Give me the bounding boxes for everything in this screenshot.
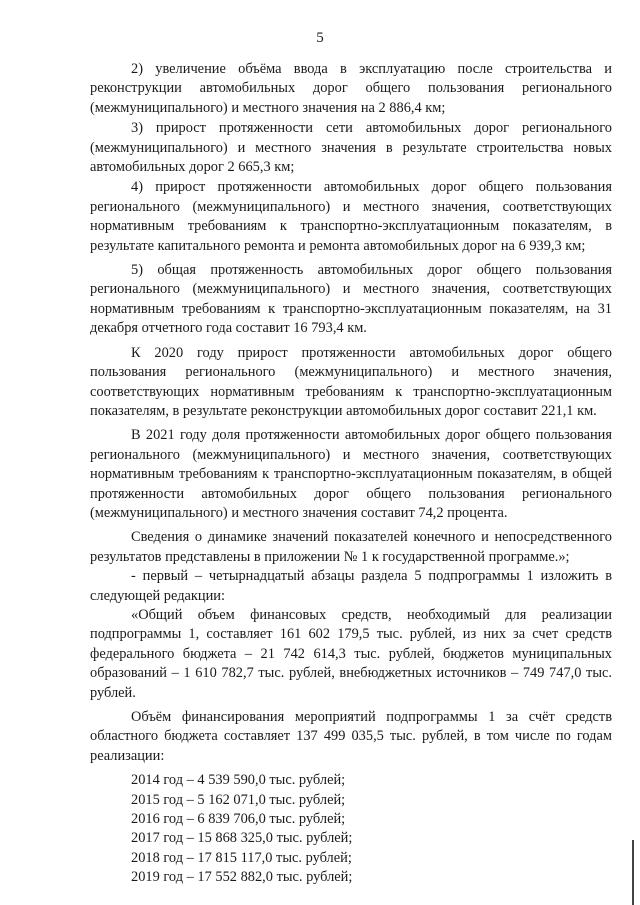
funding-year-item: 2016 год – 6 839 706,0 тыс. рублей;	[131, 811, 346, 828]
funding-year-item: 2019 год – 17 552 882,0 тыс. рублей;	[131, 869, 353, 886]
paragraph-2020: К 2020 году прирост протяженности автомобильных дорог общего пользования регионального (межмуниципального) и местного значения, соответствующих нормативным требованиям к транспортно-эксплуатационным показателям, в результате реконструкции автомобильных дорог составит 221,1 км.	[90, 344, 612, 419]
paragraph-regional-funding: Объём финансирования мероприятий подпрограммы 1 за счёт средств областного бюджета составляет 137 499 035,5 тыс. рублей, в том числе по годам реализации:	[90, 709, 612, 764]
paragraph-item-3: 3) прирост протяженности сети автомобильных дорог регионального (межмуниципального) и местного значения в результате строительства новых автомобильных дорог 2 665,3 км;	[90, 120, 612, 176]
scan-edge-mark	[632, 840, 634, 905]
funding-year-item: 2014 год – 4 539 590,0 тыс. рублей;	[131, 772, 346, 789]
funding-year-item: 2017 год – 15 868 325,0 тыс. рублей;	[131, 830, 353, 847]
paragraph-indicators: Сведения о динамике значений показателей конечного и непосредственного результатов представлены в приложении № 1 к государственной программе.»;	[90, 529, 612, 565]
funding-by-year-list	[131, 771, 612, 887]
paragraph-amendment: - первый – четырнадцатый абзацы раздела 5 подпрограммы 1 изложить в следующей редакции:	[90, 568, 612, 604]
paragraph-item-2: 2) увеличение объёма ввода в эксплуатацию после строительства и реконструкции автомобильных дорог общего пользования регионального (межмуниципального) и местного значения на 2 886,4 км;	[90, 61, 612, 116]
paragraph-total-funding: «Общий объем финансовых средств, необходимый для реализации подпрограммы 1, составляет 161 602 179,5 тыс. рублей, из них за счет средств федерального бюджета – 21 742 614,3 тыс. рублей, бюджетов муниципальных образований – 1 610 782,7 тыс. рублей, внебюджетных источников – 749 747,0 тыс. рублей.	[90, 606, 612, 701]
page-number: 5	[316, 30, 324, 46]
document-body	[90, 58, 612, 888]
funding-year-item: 2015 год – 5 162 071,0 тыс. рублей;	[131, 791, 346, 808]
paragraph-item-5: 5) общая протяженность автомобильных дорог общего пользования регионального (межмуниципального) и местного значения, соответствующих нормативным требованиям к транспортно-эксплуатационным показателям, на 31 декабря отчетного года составит 16 793,4 км.	[90, 262, 612, 337]
paragraph-2021: В 2021 году доля протяженности автомобильных дорог общего пользования регионального (межмуниципального) и местного значения, соответствующих нормативным требованиям к транспортно-эксплуатационным показателям, в общей протяженности автомобильных дорог общего пользования регионального (межмуниципального) и местного значения составит 74,2 процента.	[90, 427, 612, 521]
funding-year-item: 2018 год – 17 815 117,0 тыс. рублей;	[131, 849, 352, 866]
paragraph-item-4: 4) прирост протяженности автомобильных дорог общего пользования регионального (межмуниципального) и местного значения, соответствующих нормативным требованиям к транспортно-эксплуатационным показателям, в результате капитального ремонта и ремонта автомобильных дорог на 6 939,3 км;	[90, 179, 612, 254]
